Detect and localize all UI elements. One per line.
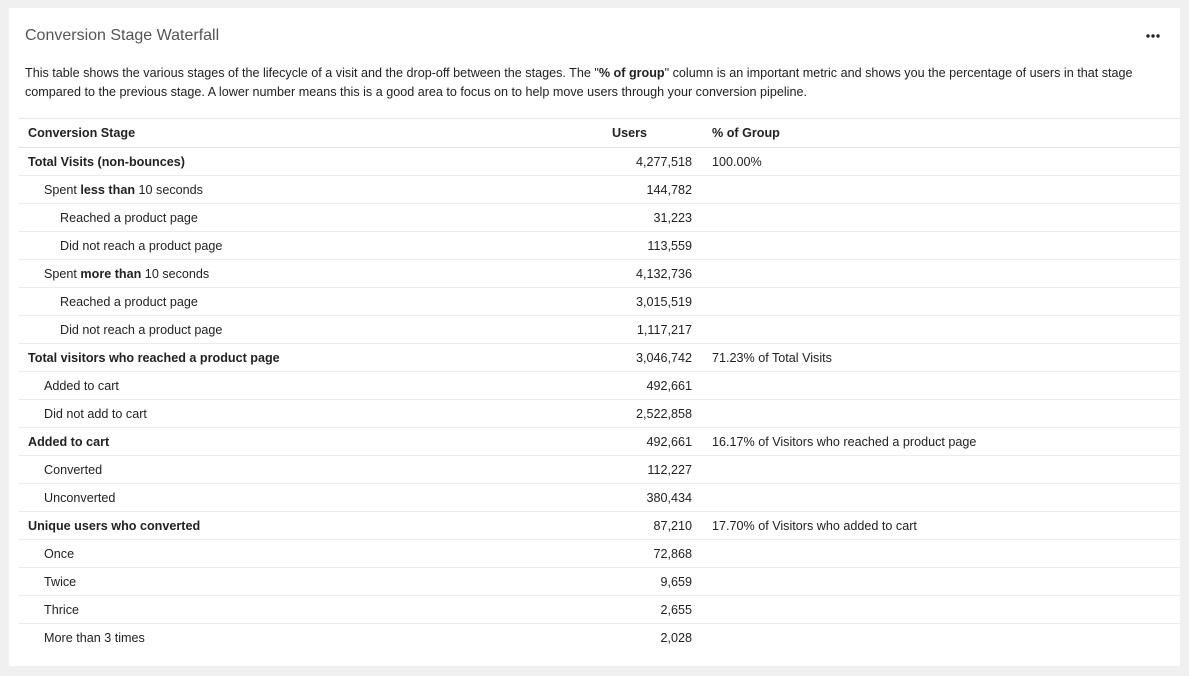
- users-count: 31,223: [602, 204, 702, 232]
- users-count: 87,210: [602, 512, 702, 540]
- table-row: [18, 372, 1180, 400]
- users-count: 3,046,742: [602, 344, 702, 372]
- pct-of-group: 17.70% of Visitors who added to cart: [702, 512, 1180, 540]
- stage-label: Unconverted: [18, 484, 602, 512]
- users-count: 112,227: [602, 456, 702, 484]
- stage-label: [18, 260, 602, 288]
- users-count: 492,661: [602, 428, 702, 456]
- table-row: [18, 484, 1180, 512]
- conversion-waterfall-card: [9, 8, 1180, 666]
- table-row: [18, 456, 1180, 484]
- users-count: 4,277,518: [602, 148, 702, 176]
- users-count: 2,522,858: [602, 400, 702, 428]
- table-row: [18, 176, 1180, 204]
- stage-label: Converted: [18, 456, 602, 484]
- description-highlight: % of group: [598, 66, 665, 80]
- description-text-end: " column is an important metric and shows you the percentage of users in that stage compared to the previous stage. A lower number means this is a good area to focus on to help move users through your conversion pipeline.: [25, 66, 1133, 99]
- table-row: [18, 232, 1180, 260]
- users-count: 3,015,519: [602, 288, 702, 316]
- table-row: [18, 344, 1180, 372]
- stage-label: Did not add to cart: [18, 400, 602, 428]
- stage-label: Thrice: [18, 596, 602, 624]
- table-row: [18, 148, 1180, 176]
- table-row: [18, 428, 1180, 456]
- users-count: 4,132,736: [602, 260, 702, 288]
- users-count: 113,559: [602, 232, 702, 260]
- pct-of-group: [702, 540, 1180, 568]
- column-header-pct[interactable]: % of Group: [702, 119, 1180, 148]
- table-row: [18, 400, 1180, 428]
- table-row: [18, 596, 1180, 624]
- stage-label: Did not reach a product page: [18, 232, 602, 260]
- conversion-stage-table: [18, 118, 1180, 651]
- stage-label: Twice: [18, 568, 602, 596]
- users-count: 72,868: [602, 540, 702, 568]
- pct-of-group: [702, 204, 1180, 232]
- stage-label: Reached a product page: [18, 204, 602, 232]
- pct-of-group: [702, 372, 1180, 400]
- pct-of-group: [702, 568, 1180, 596]
- more-horizontal-icon: [1146, 34, 1160, 38]
- stage-label: Once: [18, 540, 602, 568]
- stage-label: Added to cart: [18, 372, 602, 400]
- pct-of-group: [702, 400, 1180, 428]
- pct-of-group: [702, 624, 1180, 652]
- description-text-start: This table shows the various stages of the lifecycle of a visit and the drop-off between the stages. The ": [25, 66, 599, 80]
- table-header-row: [18, 119, 1180, 148]
- stage-label: Reached a product page: [18, 288, 602, 316]
- stage-label-emphasis: more than: [80, 266, 142, 281]
- pct-of-group: 71.23% of Total Visits: [702, 344, 1180, 372]
- card-title: Conversion Stage Waterfall: [25, 27, 220, 44]
- pct-of-group: [702, 232, 1180, 260]
- pct-of-group: 16.17% of Visitors who reached a product page: [702, 428, 1180, 456]
- table-row: [18, 568, 1180, 596]
- table-row: [18, 204, 1180, 232]
- stage-label: Added to cart: [18, 428, 602, 456]
- table-body: [18, 148, 1180, 652]
- stage-label: [18, 176, 602, 204]
- stage-label: Unique users who converted: [18, 512, 602, 540]
- users-count: 2,655: [602, 596, 702, 624]
- stage-label-start: Spent: [44, 182, 81, 197]
- users-count: 380,434: [602, 484, 702, 512]
- card-description: [25, 64, 1165, 102]
- users-count: 9,659: [602, 568, 702, 596]
- stage-label-emphasis: less than: [80, 182, 136, 197]
- pct-of-group: [702, 288, 1180, 316]
- column-header-stage[interactable]: Conversion Stage: [18, 119, 602, 148]
- stage-label-end: 10 seconds: [135, 182, 203, 197]
- users-count: 492,661: [602, 372, 702, 400]
- stage-label: Total Visits (non-bounces): [18, 148, 602, 176]
- stage-label-start: Spent: [44, 266, 81, 281]
- table-row: [18, 512, 1180, 540]
- stage-label: Did not reach a product page: [18, 316, 602, 344]
- pct-of-group: 100.00%: [702, 148, 1180, 176]
- stage-label-end: 10 seconds: [141, 266, 210, 281]
- pct-of-group: [702, 484, 1180, 512]
- pct-of-group: [702, 456, 1180, 484]
- more-options-button[interactable]: [1142, 26, 1164, 46]
- users-count: 144,782: [602, 176, 702, 204]
- pct-of-group: [702, 176, 1180, 204]
- table-row: [18, 288, 1180, 316]
- card-header: [25, 26, 1164, 48]
- column-header-users[interactable]: Users: [602, 119, 702, 148]
- table-row: [18, 316, 1180, 344]
- stage-label: Total visitors who reached a product page: [18, 344, 602, 372]
- users-count: 1,117,217: [602, 316, 702, 344]
- table-row: [18, 260, 1180, 288]
- pct-of-group: [702, 596, 1180, 624]
- pct-of-group: [702, 316, 1180, 344]
- table-row: [18, 624, 1180, 652]
- users-count: 2,028: [660, 630, 692, 645]
- pct-of-group: [702, 260, 1180, 288]
- stage-label: More than 3 times: [44, 630, 145, 645]
- table-row: [18, 540, 1180, 568]
